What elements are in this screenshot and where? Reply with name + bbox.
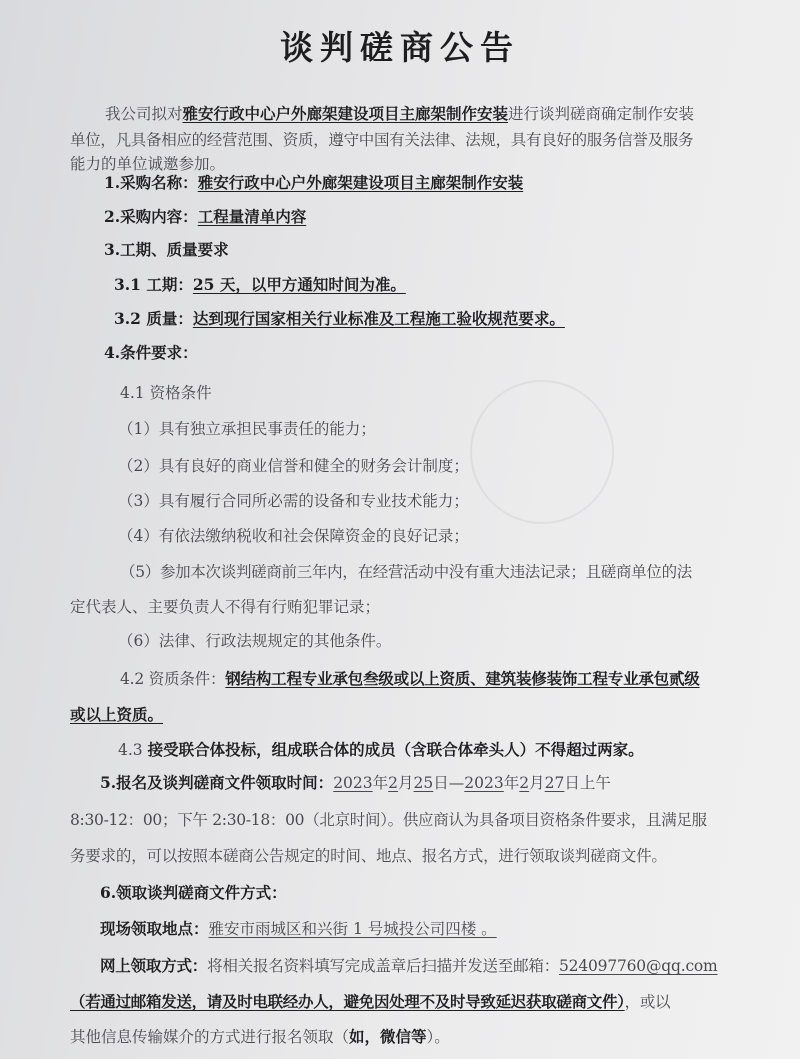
online-note [70, 991, 670, 1013]
faded-seal-stamp [470, 380, 614, 524]
item-3-1-duration [114, 274, 406, 296]
online-text: 将相关报名资料填写完成盖章后扫描并发送至邮箱： [207, 957, 560, 975]
condition-item: （5）参加本次谈判磋商前三年内，在经营活动中没有重大违法记录；且磋商单位的法 [120, 563, 692, 581]
end-year: 2023 [464, 774, 504, 792]
end-month: 2 [519, 774, 530, 792]
intro-project-name: 雅安行政中心户外廊架建设项目主廊架制作安装 [182, 104, 509, 123]
end-day: 27 [544, 774, 565, 792]
online-line-3 [70, 1026, 450, 1048]
item-label: 5.报名及谈判磋商文件领取时间： [100, 773, 334, 792]
item-5-line-2: 8:30-12：00；下午 2:30-18：00（北京时间）。供应商认为具备项目资格条件要求，且满足服 [70, 811, 707, 829]
item-3-heading: 3.工期、质量要求 [104, 240, 229, 259]
start-year: 2023 [333, 774, 373, 792]
item-label: 1.采购名称： [104, 173, 198, 192]
condition-item-continued: 定代表人、主要负责人不得有行贿犯罪记录； [70, 598, 381, 616]
condition-item: （2）具有良好的商业信誉和健全的财务会计制度； [118, 457, 469, 475]
online-note-tail: ，或以 [624, 993, 671, 1011]
item-label: 4.3 [118, 741, 148, 759]
item-value: 雅安行政中心户外廊架建设项目主廊架制作安装 [197, 173, 524, 192]
item-label: 3.2 质量： [114, 309, 193, 328]
day-dash: 日— [433, 774, 465, 792]
online-note-text: （若通过邮箱发送，请及时电联经办人，避免因处理不及时导致延迟获取磋商文件） [70, 992, 625, 1011]
month-char: 月 [529, 774, 545, 792]
item-4-heading: 4.条件要求： [104, 343, 198, 362]
item-value: 25 天，以甲方通知时间为准。 [192, 275, 406, 294]
condition-item: （1）具有独立承担民事责任的能力； [118, 420, 376, 438]
condition-item: （6）法律、行政法规规定的其他条件。 [118, 632, 392, 650]
day-tail: 日上午 [564, 774, 611, 792]
item-label: 3.1 工期： [114, 275, 193, 294]
page-title: 谈判磋商公告 [280, 28, 520, 67]
onsite-pickup [100, 918, 497, 940]
year-char: 年 [503, 774, 520, 792]
online-line3-text: 其他信息传输媒介的方式进行报名领取（ [70, 1028, 350, 1046]
item-3-2-quality [114, 308, 565, 330]
item-5-line-3: 务要求的，可以按照本磋商公告规定的时间、地点、报名方式，进行领取谈判磋商文件。 [70, 847, 667, 865]
intro-line-2: 单位，凡具备相应的经营范围、资质，遵守中国有关法律、法规，具有良好的服务信誉及服务 [70, 131, 694, 149]
email-link[interactable]: 524097760@qq.com [559, 957, 718, 975]
item-label: 4.2 资质条件： [120, 670, 226, 688]
item-value: 接受联合体投标，组成联合体的成员（含联合体牵头人）不得超过两家。 [147, 740, 644, 759]
online-line3-example: 如，微信等 [349, 1027, 427, 1046]
condition-item: （3）具有履行合同所必需的设备和专业技术能力； [118, 492, 469, 510]
item-4-3-consortium [118, 739, 644, 761]
condition-item: （4）有依法缴纳税收和社会保障资金的良好记录； [118, 527, 469, 545]
item-value: 钢结构工程专业承包叁级或以上资质、建筑装修装饰工程专业承包贰级 [225, 669, 700, 688]
item-value: 工程量清单内容 [197, 207, 307, 226]
intro-text: 进行谈判磋商确定制作安装 [508, 105, 695, 123]
item-value: 达到现行国家相关行业标准及工程施工验收规范要求。 [192, 309, 565, 328]
start-month: 2 [388, 774, 399, 792]
start-day: 25 [413, 774, 434, 792]
item-label: 现场领取地点： [100, 919, 209, 938]
intro-text: 我公司拟对 [105, 105, 183, 123]
item-5-time [100, 772, 611, 794]
item-4-1-heading: 4.1 资格条件 [120, 384, 212, 402]
month-char: 月 [398, 774, 414, 792]
item-4-2-qualification [120, 668, 700, 690]
item-label: 2.采购内容： [104, 207, 198, 226]
year-char: 年 [372, 774, 389, 792]
online-pickup [100, 955, 718, 977]
item-2-procurement-content [104, 206, 306, 228]
item-label: 网上领取方式： [100, 956, 208, 975]
onsite-address: 雅安市雨城区和兴街 1 号城投公司四楼 。 [208, 920, 497, 938]
online-line3-end: ）。 [426, 1028, 450, 1046]
item-6-heading: 6.领取谈判磋商文件方式： [100, 883, 287, 902]
item-4-2-qualification-continued: 或以上资质。 [70, 705, 164, 724]
intro-line-3: 能力的单位诚邀参加。 [70, 155, 226, 173]
item-1-procurement-name [104, 172, 523, 194]
intro-line-1 [105, 103, 694, 125]
